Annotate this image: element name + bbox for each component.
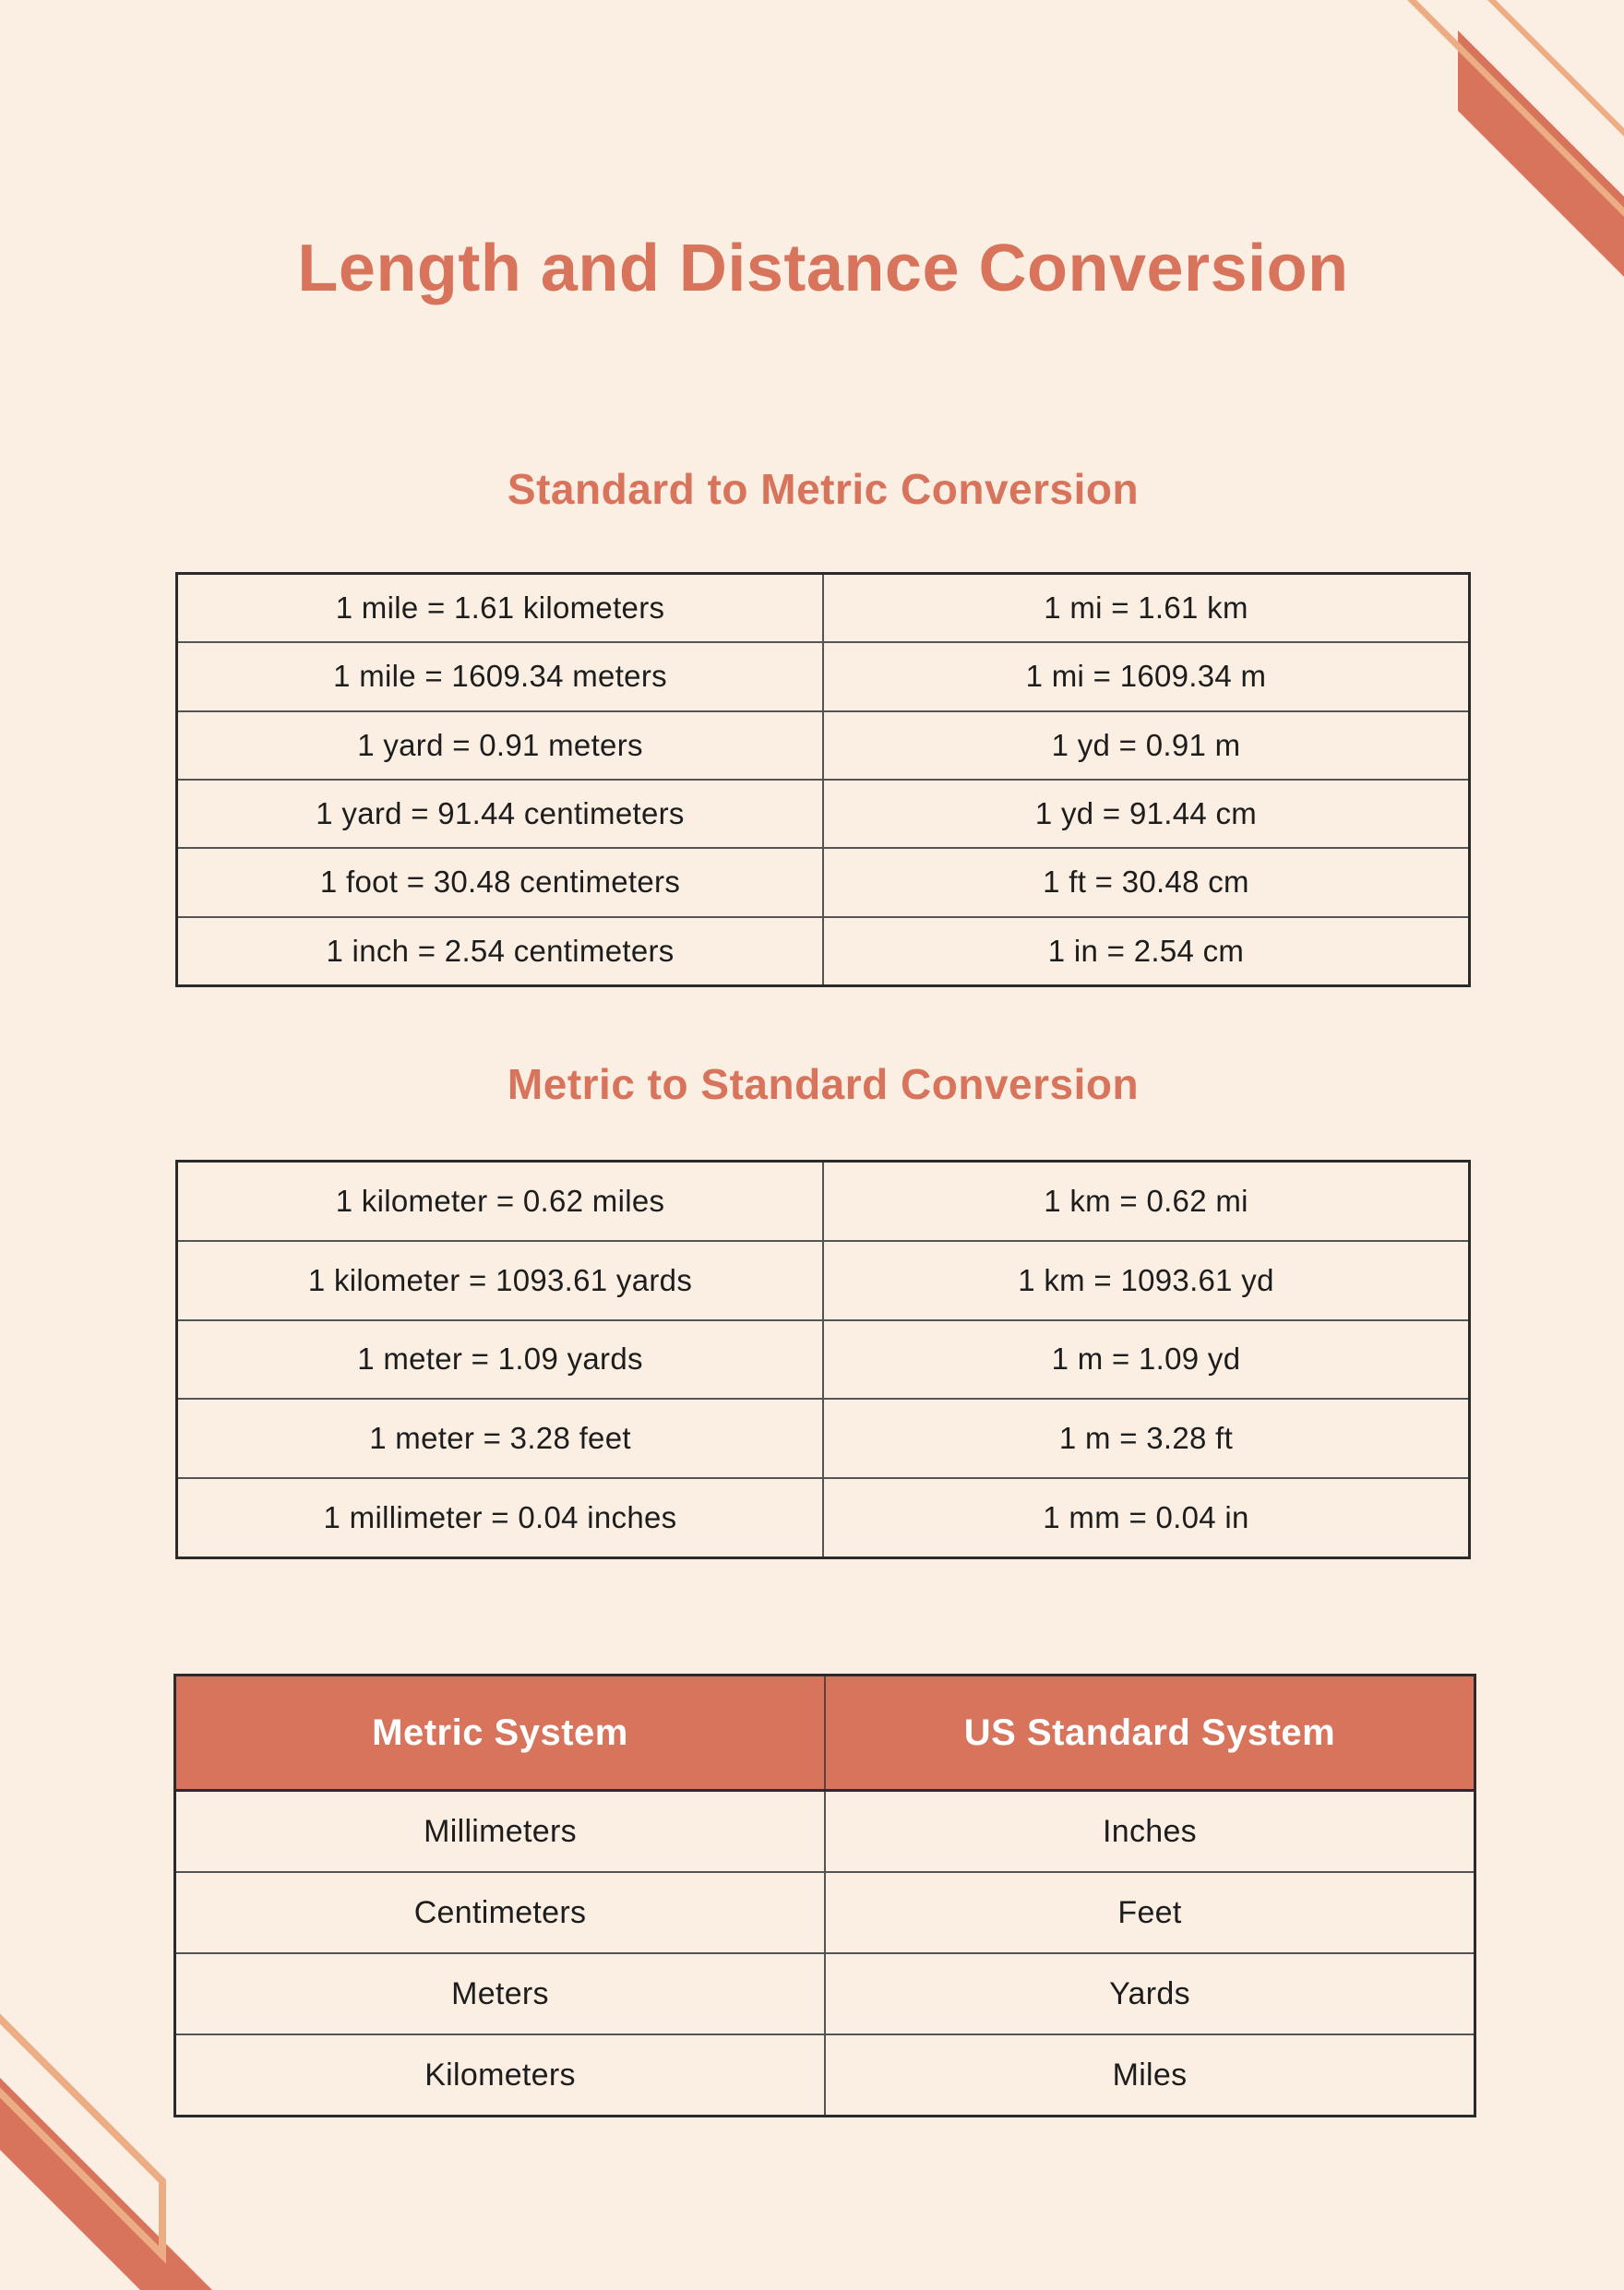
us-unit-cell: Yards	[1109, 1975, 1190, 2011]
conversion-cell-full: 1 yard = 91.44 centimeters	[178, 781, 824, 847]
metric-unit-cell: Centimeters	[176, 1873, 826, 1952]
ribbon-thin-stripe-outer	[1487, 0, 1624, 388]
us-unit-cell: Inches	[1103, 1813, 1197, 1849]
conversion-cell-abbrev: 1 yd = 0.91 m	[1051, 727, 1241, 762]
table-row	[178, 575, 1468, 643]
section-heading-metric-to-standard: Metric to Standard Conversion	[507, 1060, 1140, 1108]
conversion-cell-full: 1 foot = 30.48 centimeters	[178, 849, 824, 915]
conversion-cell-full: 1 inch = 2.54 centimeters	[178, 918, 824, 984]
page-title: Length and Distance Conversion	[297, 232, 1349, 305]
us-unit-cell: Miles	[1112, 2057, 1188, 2093]
metric-unit-cell: Meters	[176, 1954, 826, 2034]
conversion-cell-abbrev: 1 mi = 1.61 km	[1044, 590, 1248, 626]
system-comparison-table	[173, 1674, 1476, 2117]
table-row	[178, 1479, 1468, 1556]
us-unit-cell: Feet	[1117, 1894, 1182, 1930]
conversion-cell-full: 1 mile = 1.61 kilometers	[178, 575, 824, 641]
table-row	[178, 781, 1468, 849]
conversion-table-standard-to-metric	[175, 572, 1471, 987]
conversion-cell-full: 1 yard = 0.91 meters	[178, 712, 824, 779]
conversion-cell-abbrev: 1 mm = 0.04 in	[1043, 1500, 1249, 1535]
header-metric-system: Metric System	[176, 1676, 826, 1789]
section-heading-standard-to-metric: Standard to Metric Conversion	[507, 465, 1140, 513]
table-row	[178, 1400, 1468, 1479]
conversion-cell-abbrev: 1 mi = 1609.34 m	[1025, 659, 1267, 694]
metric-unit-cell: Kilometers	[176, 2035, 826, 2115]
conversion-cell-full: 1 meter = 1.09 yards	[178, 1321, 824, 1399]
table-row	[176, 2035, 1474, 2115]
conversion-cell-full: 1 kilometer = 0.62 miles	[178, 1163, 824, 1240]
ribbon-thin-stripe-inner	[1407, 0, 1624, 388]
conversion-cell-abbrev: 1 yd = 91.44 cm	[1034, 796, 1258, 831]
conversion-cell-abbrev: 1 km = 1093.61 yd	[1018, 1262, 1274, 1297]
conversion-cell-full: 1 meter = 3.28 feet	[178, 1400, 824, 1477]
conversion-cell-abbrev: 1 m = 3.28 ft	[1058, 1421, 1234, 1456]
conversion-cell-full: 1 millimeter = 0.04 inches	[178, 1479, 824, 1556]
table-row	[178, 849, 1468, 917]
table-row	[178, 1321, 1468, 1401]
table-header-row	[176, 1676, 1474, 1792]
conversion-cell-full: 1 mile = 1609.34 meters	[178, 643, 824, 710]
ribbon-outline	[0, 2000, 162, 2255]
conversion-cell-abbrev: 1 ft = 30.48 cm	[1043, 865, 1249, 900]
table-row	[178, 712, 1468, 781]
table-row	[176, 1792, 1474, 1873]
conversion-table-metric-to-standard	[175, 1160, 1471, 1559]
conversion-cell-abbrev: 1 in = 2.54 cm	[1047, 933, 1245, 968]
table-row	[178, 918, 1468, 984]
conversion-cell-full: 1 kilometer = 1093.61 yards	[178, 1242, 824, 1319]
table-row	[178, 1163, 1468, 1242]
corner-ribbon-top-right	[1273, 0, 1624, 388]
header-us-standard-system: US Standard System	[826, 1676, 1474, 1789]
table-row	[178, 1242, 1468, 1321]
table-row	[178, 643, 1468, 711]
ribbon-band	[1458, 30, 1624, 388]
table-row	[176, 1954, 1474, 2035]
metric-unit-cell: Millimeters	[176, 1792, 826, 1871]
table-row	[176, 1873, 1474, 1954]
conversion-cell-abbrev: 1 m = 1.09 yd	[1051, 1342, 1241, 1377]
conversion-cell-abbrev: 1 km = 0.62 mi	[1044, 1183, 1248, 1218]
